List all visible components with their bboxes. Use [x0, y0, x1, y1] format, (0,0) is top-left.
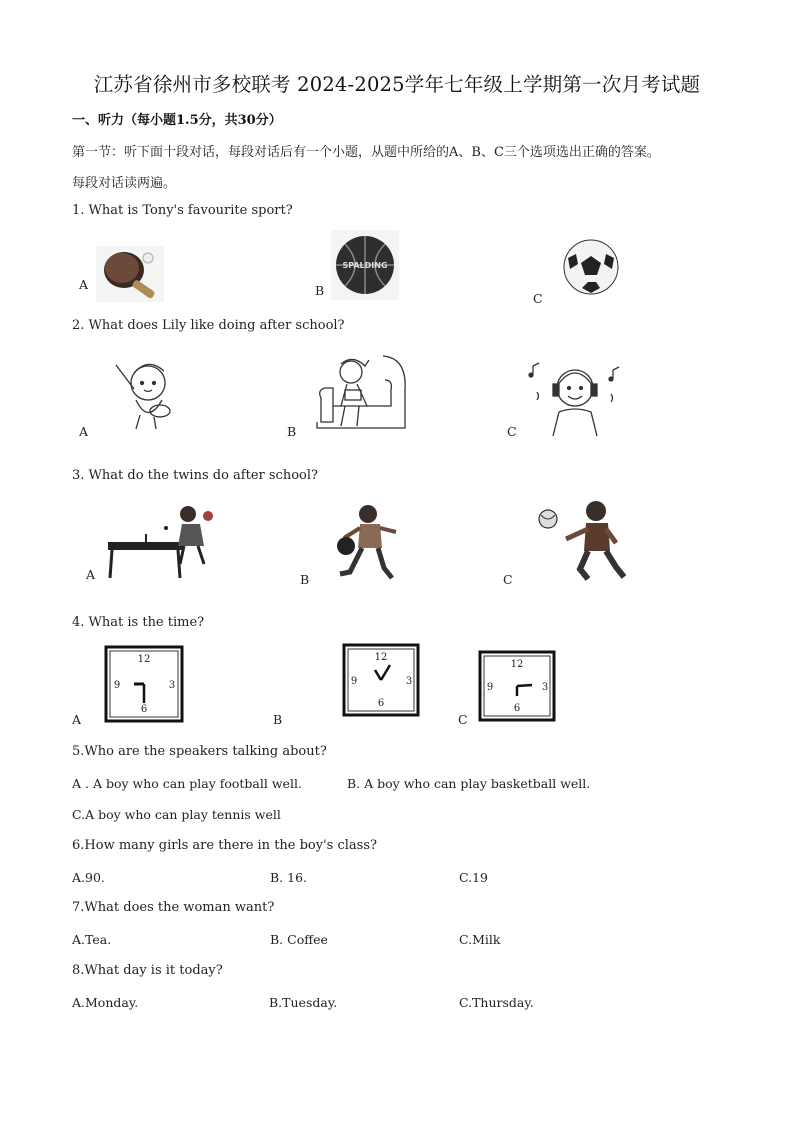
instructions-line-2: 每段对话读两遍。 [72, 176, 177, 191]
svg-text:12: 12 [137, 654, 151, 665]
girl-reading-in-armchair-image[interactable] [311, 350, 409, 434]
question-4-stem: 4. What is the time? [72, 615, 205, 630]
svg-text:9: 9 [350, 676, 358, 687]
clock-c-image[interactable] [478, 650, 556, 722]
question-2-stem: 2. What does Lily like doing after school? [72, 318, 345, 333]
playing-table-tennis-image[interactable] [104, 502, 216, 580]
ping-pong-paddle-image[interactable] [96, 246, 164, 302]
section-heading: 一、听力（每小题1.5分，共30分） [72, 113, 282, 128]
q3-option-c-label[interactable]: C [503, 572, 513, 587]
question-1-stem: 1. What is Tony's favourite sport? [72, 203, 293, 218]
q2-option-b-label[interactable]: B [287, 424, 297, 439]
q3-option-b-label[interactable]: B [300, 572, 310, 587]
girl-painting-image[interactable] [96, 355, 188, 431]
svg-text:6: 6 [377, 698, 385, 709]
svg-text:6: 6 [140, 704, 148, 715]
q1-option-c-label[interactable]: C [533, 291, 543, 306]
q6-option-c[interactable]: C.19 [459, 870, 488, 885]
svg-text:9: 9 [486, 682, 494, 693]
soccer-ball-image[interactable] [560, 238, 622, 296]
q5-option-c[interactable]: C.A boy who can play tennis well [72, 807, 281, 822]
svg-text:3: 3 [405, 676, 413, 687]
q8-option-c[interactable]: C.Thursday. [459, 995, 534, 1010]
instructions-line-1: 第一节：听下面十段对话，每段对话后有一个小题，从题中所给的A、B、C三个选项选出正确的答案。 [72, 145, 660, 160]
boy-with-headphones-music-image[interactable] [525, 356, 623, 438]
q5-option-b[interactable]: B. A boy who can play basketball well. [347, 776, 591, 791]
playing-basketball-image[interactable] [328, 502, 404, 582]
q3-option-a-label[interactable]: A [86, 567, 96, 582]
q4-option-b-label[interactable]: B [273, 712, 283, 727]
q2-option-c-label[interactable]: C [507, 424, 517, 439]
svg-text:6: 6 [513, 703, 521, 714]
q1-option-a-label[interactable]: A [79, 277, 89, 292]
q5-option-a[interactable]: A . A boy who can play football well. [72, 776, 302, 791]
q6-option-a[interactable]: A.90. [72, 870, 105, 885]
basketball-image[interactable] [331, 230, 399, 300]
clock-a-image[interactable] [104, 645, 184, 723]
q7-option-a[interactable]: A.Tea. [72, 932, 112, 947]
question-7-stem: 7.What does the woman want? [72, 900, 275, 915]
q8-option-a[interactable]: A.Monday. [72, 995, 139, 1010]
question-6-stem: 6.How many girls are there in the boy's class? [72, 838, 377, 853]
playing-volleyball-image[interactable] [532, 497, 630, 583]
svg-text:3: 3 [541, 682, 549, 693]
clock-b-image[interactable] [342, 643, 420, 717]
q6-option-b[interactable]: B. 16. [270, 870, 308, 885]
q2-option-a-label[interactable]: A [79, 424, 89, 439]
page-title: 江苏省徐州市多校联考 2024-2025学年七年级上学期第一次月考试题 [93, 73, 701, 96]
svg-text:9: 9 [113, 680, 121, 691]
svg-text:SPALDING: SPALDING [342, 261, 388, 270]
svg-text:12: 12 [510, 659, 524, 670]
question-3-stem: 3. What do the twins do after school? [72, 468, 318, 483]
q4-option-a-label[interactable]: A [72, 712, 82, 727]
q7-option-b[interactable]: B. Coffee [270, 932, 328, 947]
svg-text:3: 3 [168, 680, 176, 691]
q7-option-c[interactable]: C.Milk [459, 932, 501, 947]
q1-option-b-label[interactable]: B [315, 283, 325, 298]
svg-text:12: 12 [374, 652, 388, 663]
question-5-stem: 5.Who are the speakers talking about? [72, 744, 327, 759]
q8-option-b[interactable]: B.Tuesday. [269, 995, 338, 1010]
question-8-stem: 8.What day is it today? [72, 963, 223, 978]
q4-option-c-label[interactable]: C [458, 712, 468, 727]
